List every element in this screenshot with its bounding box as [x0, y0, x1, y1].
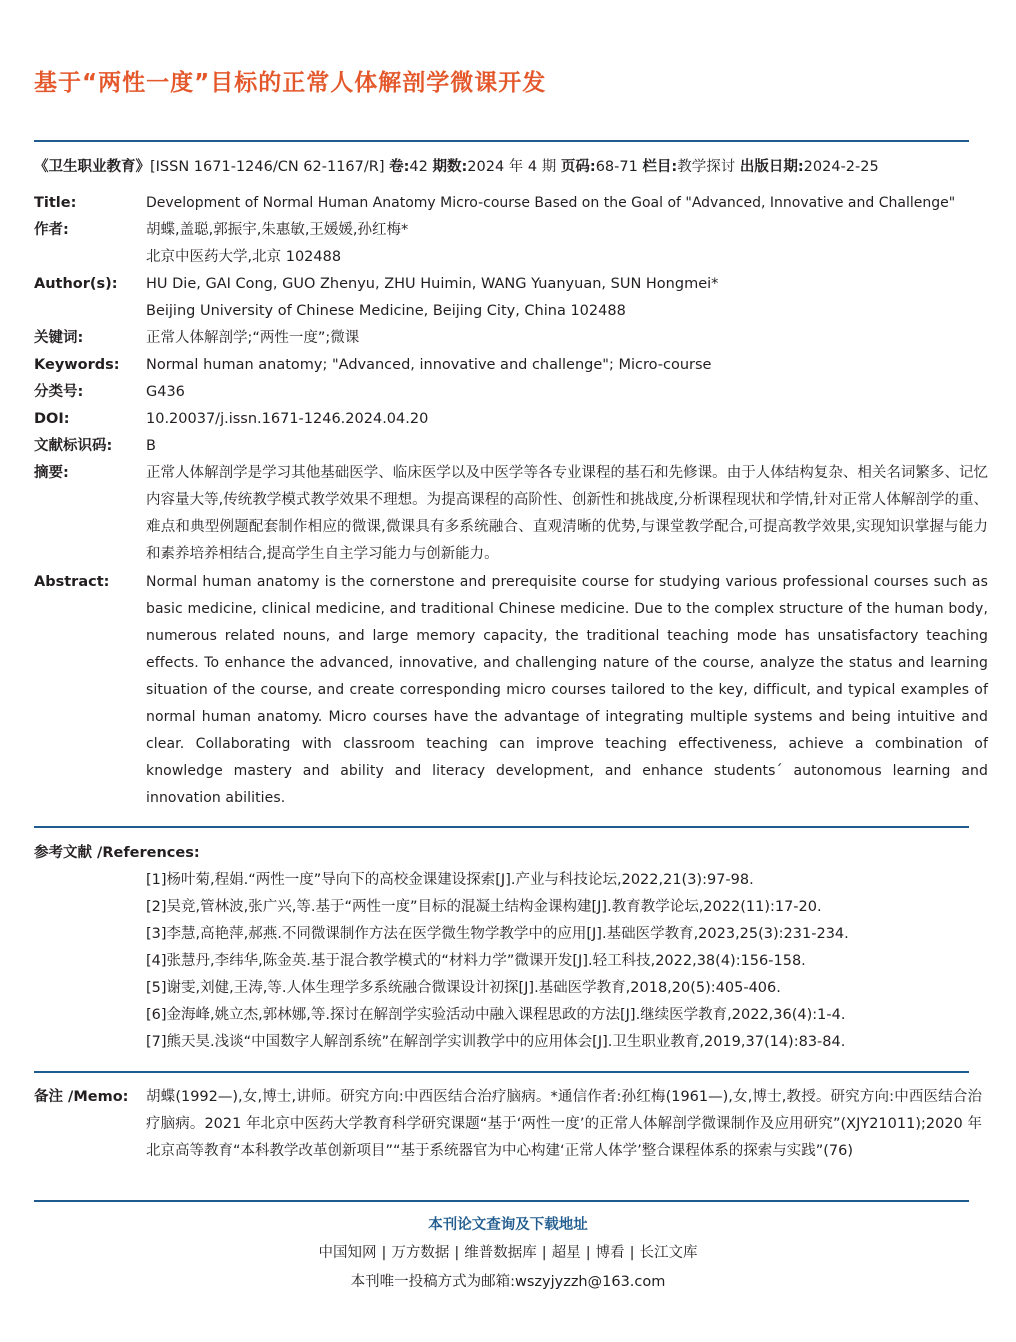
keywords-en-value: Normal human anatomy; "Advanced, innovative and challenge"; Micro-course: [146, 357, 712, 373]
pages-label: 页码:: [560, 159, 596, 175]
pages-value: 68-71: [595, 159, 638, 175]
abstract-en-label: Abstract:: [34, 574, 110, 590]
doc-code-value: B: [146, 438, 156, 454]
footer-heading: 本刊论文查询及下载地址: [428, 1217, 588, 1233]
volume-label: 卷:: [389, 159, 410, 175]
reference-item: [3]李慧,高艳萍,郝燕.不同微课制作方法在医学微生物学教学中的应用[J].基础医学教育,2023,25(3):231-234.: [146, 926, 849, 942]
authors-cn-value: 胡蝶,盖聪,郭振宇,朱惠敏,王媛媛,孙红梅*: [146, 222, 409, 238]
keywords-en-label: Keywords:: [34, 357, 120, 373]
journal-name: 《卫生职业教育》: [34, 159, 150, 175]
reference-item: [4]张慧丹,李纬华,陈金英.基于混合教学模式的“材料力学”微课开发[J].轻工科技,2022,38(4):156-158.: [146, 953, 806, 969]
site-separator: |: [629, 1245, 635, 1261]
affiliation-en-value: Beijing University of Chinese Medicine, Beijing City, China 102488: [146, 303, 626, 319]
doc-code-label: 文献标识码:: [34, 438, 113, 454]
abstract-cn-label: 摘要:: [34, 465, 69, 481]
site-name: 长江文库: [639, 1245, 698, 1261]
authors-cn-label: 作者:: [34, 222, 69, 238]
site-name: 万方数据: [391, 1245, 450, 1261]
site-separator: |: [585, 1245, 591, 1261]
column-value: 教学探讨: [677, 159, 736, 175]
footer-submission: 本刊唯一投稿方式为邮箱:wszyjyzzh@163.com: [350, 1274, 666, 1290]
doi-value: 10.20037/j.issn.1671-1246.2024.04.20: [146, 411, 429, 427]
site-name: 维普数据库: [464, 1245, 537, 1261]
memo-label: 备注 /Memo:: [34, 1089, 129, 1105]
site-name: 中国知网: [318, 1245, 377, 1261]
references-list: [146, 867, 986, 1056]
references-divider: [34, 826, 969, 828]
volume-value: 42: [409, 159, 428, 175]
authors-en-value: HU Die, GAI Cong, GUO Zhenyu, ZHU Huimin, WANG Yuanyuan, SUN Hongmei*: [146, 276, 719, 292]
memo-text: 胡蝶(1992—),女,博士,讲师。研究方向:中西医结合治疗脑病。*通信作者:孙红梅(1961—),女,博士,教授。研究方向:中西医结合治疗脑病。2021 年北京中医药大学教育科学研究课题“基于‘两性一度’的正常人体解剖学微课制作及应用研究”(XJY21011);2020 年北京高等教育“本科教学改革创新项目”“基于系统器官为中心构建‘正常人体学’整合课程体系的探索与实践”(76): [146, 1089, 982, 1159]
reference-item: [6]金海峰,姚立杰,郭林娜,等.探讨在解剖学实验活动中融入课程思政的方法[J].继续医学教育,2022,36(4):1-4.: [146, 1007, 846, 1023]
reference-item: [7]熊天昊.浅谈“中国数字人解剖系统”在解剖学实训教学中的应用体会[J].卫生职业教育,2019,37(14):83-84.: [146, 1034, 846, 1050]
journal-issn: [ISSN 1671-1246/CN 62-1167/R]: [150, 159, 385, 175]
abstract-cn-text: 正常人体解剖学是学习其他基础医学、临床医学以及中医学等各专业课程的基石和先修课。由于人体结构复杂、相关名词繁多、记忆内容量大等,传统教学模式教学效果不理想。为提高课程的高阶性、创新性和挑战度,分析课程现状和学情,针对正常人体解剖学的重、难点和典型例题配套制作相应的微课,微课具有多系统融合、直观清晰的优势,与课堂教学配合,可提高教学效果,实现知识掌握与能力和素养培养相结合,提高学生自主学习能力与创新能力。: [146, 465, 988, 562]
date-value: 2024-2-25: [803, 159, 879, 175]
site-name: 超星: [551, 1245, 581, 1261]
journal-meta: [34, 156, 984, 178]
class-label: 分类号:: [34, 384, 84, 400]
article-title: 基于“两性一度”目标的正常人体解剖学微课开发: [34, 70, 547, 96]
site-separator: |: [541, 1245, 547, 1261]
reference-item: [1]杨叶菊,程娟.“两性一度”导向下的高校金课建设探索[J].产业与科技论坛,2022,21(3):97-98.: [146, 872, 754, 888]
references-label: 参考文献 /References:: [34, 845, 200, 861]
abstract-en-text: Normal human anatomy is the cornerstone and prerequisite course for studying various professional courses such as basic medicine, clinical medicine, and traditional Chinese medicine. Due to the complex structure of the human body, numerous related nouns, and large memory capacity, the traditional teaching mode has unsatisfactory teaching effects. To enhance the advanced, innovative, and challenging nature of the course, analyze the status and learning situation of the course, and create corresponding micro courses tailored to the key, difficult, and typical examples of normal human anatomy. Micro courses have the advantage of integrating multiple systems and being intuitive and clear. Collaborating with classroom teaching can improve teaching effectiveness, achieve a combination of knowledge mastery and ability and literacy development, and enhance students´ autonomous learning and innovation abilities.: [146, 574, 988, 806]
top-divider: [34, 140, 969, 142]
affiliation-cn-value: 北京中医药大学,北京 102488: [146, 249, 342, 265]
title-en-label: Title:: [34, 195, 77, 211]
authors-en-label: Author(s):: [34, 276, 118, 292]
reference-item: [2]吴竞,管林波,张广兴,等.基于“两性一度”目标的混凝土结构金课构建[J].教育教学论坛,2022(11):17-20.: [146, 899, 822, 915]
footer-sites: [0, 1242, 1016, 1264]
site-name: 博看: [595, 1245, 625, 1261]
keywords-cn-value: 正常人体解剖学;“两性一度”;微课: [146, 330, 360, 346]
reference-item: [5]谢雯,刘健,王涛,等.人体生理学多系统融合微课设计初探[J].基础医学教育,2018,20(5):405-406.: [146, 980, 781, 996]
issue-label: 期数:: [432, 159, 468, 175]
issue-value: 2024 年 4 期: [467, 159, 557, 175]
site-separator: |: [454, 1245, 460, 1261]
keywords-cn-label: 关键词:: [34, 330, 84, 346]
title-en-value: Development of Normal Human Anatomy Micro-course Based on the Goal of "Advanced, Innovative and Challenge": [146, 195, 956, 211]
memo-divider: [34, 1071, 969, 1073]
column-label: 栏目:: [642, 159, 678, 175]
footer-divider: [34, 1200, 969, 1202]
site-separator: |: [381, 1245, 387, 1261]
doi-label: DOI:: [34, 411, 70, 427]
class-value: G436: [146, 384, 185, 400]
date-label: 出版日期:: [739, 159, 804, 175]
